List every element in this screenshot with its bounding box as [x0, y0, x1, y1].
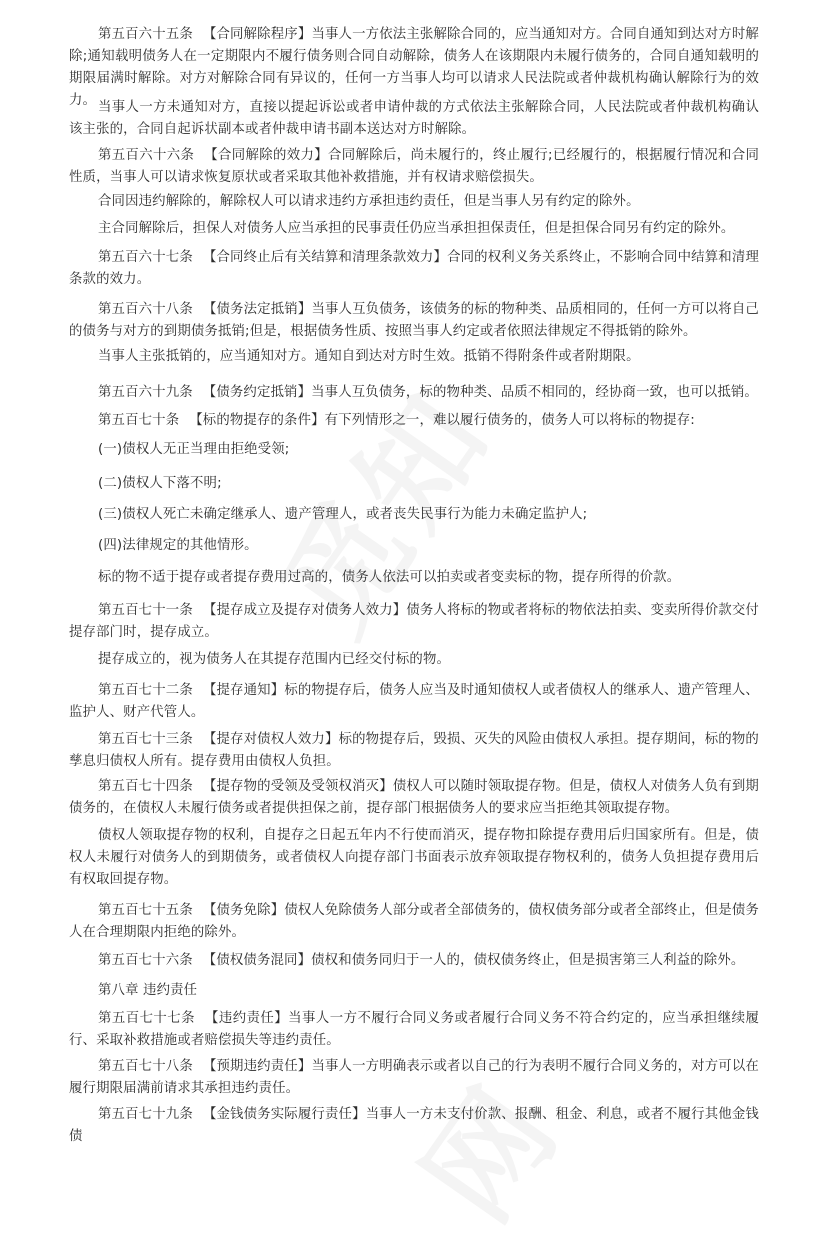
article-paragraph	[69, 900, 759, 944]
article-title: 【债权债务混同】	[202, 953, 312, 968]
body-paragraph	[69, 439, 759, 461]
article-number: 第五百七十九条	[98, 1107, 193, 1122]
body-paragraph	[69, 825, 759, 891]
paragraph-text: 合同解除后，尚未履行的，终止履行;已经履行的，根据履行情况和合同性质，当事人可以请求恢复原状或者采取其他补救措施，并有权请求赔偿损失。	[69, 148, 759, 185]
paragraph-text: 当事人一方未支付价款、报酬、租金、利息，或者不履行其他金钱债	[69, 1107, 759, 1144]
paragraph-text: 当事人主张抵销的，应当通知对方。通知自到达对方时生效。抵销不得附条件或者附期限。	[98, 349, 640, 364]
paragraph-text: 标的物提存后，债务人应当及时通知债权人或者债权人的继承人、遗产管理人、监护人、财产代管人。	[69, 683, 759, 720]
paragraph-text: 当事人互负债务，标的物种类、品质不相同的，经协商一致，也可以抵销。	[311, 385, 758, 400]
article-paragraph	[69, 729, 759, 773]
paragraph-text: 债权人可以随时领取提存物。但是，债权人对债务人负有到期债务的，在债权人未履行债务或者提供担保之前，提存部门根据债务人的要求应当拒绝其领取提存物。	[69, 779, 759, 816]
article-number: 第五百六十九条	[98, 385, 193, 400]
article-paragraph	[69, 145, 759, 189]
article-title: 【违约责任】	[205, 1011, 289, 1026]
paragraph-text: 债权人领取提存物的权利，自提存之日起五年内不行使而消灭，提存物扣除提存费用后归国家所有。但是，债权人未履行对债务人的到期债务，或者债权人向提存部门书面表示放弃领取提存物权利的，债务人负担提存费用后有权取回提存物。	[69, 828, 759, 887]
paragraph-text: 当事人互负债务，该债务的标的物种类、品质相同的，任何一方可以将自己的债务与对方的到期债务抵销;但是，根据债务性质、按照当事人约定或者依照法律规定不得抵销的除外。	[69, 302, 759, 339]
paragraph-text: 主合同解除后，担保人对债务人应当承担的民事责任仍应当承担担保责任，但是担保合同另有约定的除外。	[98, 221, 735, 236]
body-paragraph	[69, 567, 759, 589]
body-paragraph	[69, 504, 759, 526]
body-paragraph	[69, 980, 759, 1002]
paragraph-text: (一)债权人无正当理由拒绝受领;	[98, 442, 290, 457]
article-number: 第五百七十七条	[98, 1011, 195, 1026]
paragraph-text: 债权人免除债务人部分或者全部债务的，债权债务部分或者全部终止，但是债务人在合理期限内拒绝的除外。	[69, 903, 759, 940]
article-title: 【合同终止后有关结算和清理条款效力】	[202, 250, 448, 265]
article-paragraph	[69, 247, 759, 291]
article-paragraph	[69, 1056, 759, 1100]
article-number: 第五百六十八条	[98, 302, 193, 317]
body-paragraph	[69, 649, 759, 671]
article-paragraph	[69, 680, 759, 724]
article-title: 【提存通知】	[202, 683, 285, 698]
article-title: 【预期违约责任】	[202, 1059, 312, 1074]
article-title: 【标的物提存的条件】	[189, 413, 325, 428]
article-number: 第五百七十八条	[98, 1059, 193, 1074]
article-paragraph	[69, 1104, 759, 1148]
body-paragraph	[69, 473, 759, 495]
paragraph-text: 第八章 违约责任	[98, 983, 198, 998]
paragraph-text: 当事人一方不履行合同义务或者履行合同义务不符合约定的，应当承担继续履行、采取补救措施或者赔偿损失等违约责任。	[69, 1011, 759, 1048]
paragraph-text: 合同因违约解除的，解除权人可以请求违约方承担违约责任，但是当事人另有约定的除外。	[98, 194, 640, 209]
paragraph-text: 合同的权利义务关系终止，不影响合同中结算和清理条款的效力。	[69, 250, 759, 287]
article-number: 第五百六十七条	[98, 250, 193, 265]
body-paragraph	[69, 97, 759, 141]
body-paragraph	[69, 346, 759, 368]
paragraph-text: 债权和债务同归于一人的，债权债务终止，但是损害第三人利益的除外。	[311, 953, 745, 968]
article-paragraph	[69, 600, 759, 644]
paragraph-text: (四)法律规定的其他情形。	[98, 538, 258, 553]
article-number: 第五百七十二条	[98, 683, 193, 698]
article-paragraph	[69, 299, 759, 343]
article-title: 【债务法定抵销】	[202, 302, 312, 317]
article-title: 【合同解除程序】	[202, 27, 312, 42]
article-title: 【提存成立及提存对债务人效力】	[202, 603, 407, 618]
article-title: 【提存对债权人效力】	[202, 732, 339, 747]
article-paragraph	[69, 950, 759, 972]
article-number: 第五百六十五条	[98, 27, 193, 42]
article-number: 第五百六十六条	[98, 148, 195, 163]
paragraph-text: 提存成立的，视为债务人在其提存范围内已经交付标的物。	[98, 652, 451, 667]
paragraph-text: 有下列情形之一，难以履行债务的，债务人可以将标的物提存:	[324, 413, 695, 428]
article-title: 【提存物的受领及受领权消灭】	[202, 779, 393, 794]
article-paragraph	[69, 776, 759, 820]
article-number: 第五百七十六条	[98, 953, 193, 968]
paragraph-text: 债务人将标的物或者将标的物依法拍卖、变卖所得价款交付提存部门时，提存成立。	[69, 603, 759, 640]
article-number: 第五百七十条	[98, 413, 180, 428]
article-title: 【金钱债务实际履行责任】	[202, 1107, 366, 1122]
article-paragraph	[69, 410, 759, 432]
article-number: 第五百七十一条	[98, 603, 193, 618]
article-title: 【合同解除的效力】	[204, 148, 329, 163]
article-title: 【债务免除】	[202, 903, 285, 918]
paragraph-text: 标的物不适于提存或者提存费用过高的，债务人依法可以拍卖或者变卖标的物，提存所得的价款。	[98, 570, 681, 585]
body-paragraph	[69, 535, 759, 557]
article-number: 第五百七十四条	[98, 779, 193, 794]
paragraph-text: 当事人一方未通知对方，直接以提起诉讼或者申请仲裁的方式依法主张解除合同，人民法院或者仲裁机构确认该主张的，合同自起诉状副本或者仲裁申请书副本送达对方时解除。	[69, 100, 759, 137]
article-title: 【债务约定抵销】	[202, 385, 312, 400]
body-paragraph	[69, 218, 759, 240]
paragraph-text: (二)债权人下落不明;	[98, 476, 222, 491]
article-number: 第五百七十三条	[98, 732, 193, 747]
body-paragraph	[69, 191, 759, 213]
article-paragraph	[69, 382, 759, 404]
paragraph-text: 当事人一方明确表示或者以自己的行为表明不履行合同义务的，对方可以在履行期限届满前请求其承担违约责任。	[69, 1059, 759, 1096]
paragraph-text: 标的物提存后，毁损、灭失的风险由债权人承担。提存期间，标的物的孳息归债权人所有。提存费用由债权人负担。	[69, 732, 759, 769]
article-number: 第五百七十五条	[98, 903, 193, 918]
paragraph-text: 当事人一方依法主张解除合同的，应当通知对方。合同自通知到达对方时解除;通知载明债务人在一定期限内不履行债务则合同自动解除，债务人在该期限内未履行债务的，合同自通知载明的期限届满时解除。对方对解除合同有异议的，任何一方当事人均可以请求人民法院或者仲裁机构确认解除行为的效力。	[69, 27, 759, 108]
article-paragraph	[69, 1008, 759, 1052]
paragraph-text: (三)债权人死亡未确定继承人、遗产管理人，或者丧失民事行为能力未确定监护人;	[98, 507, 588, 522]
